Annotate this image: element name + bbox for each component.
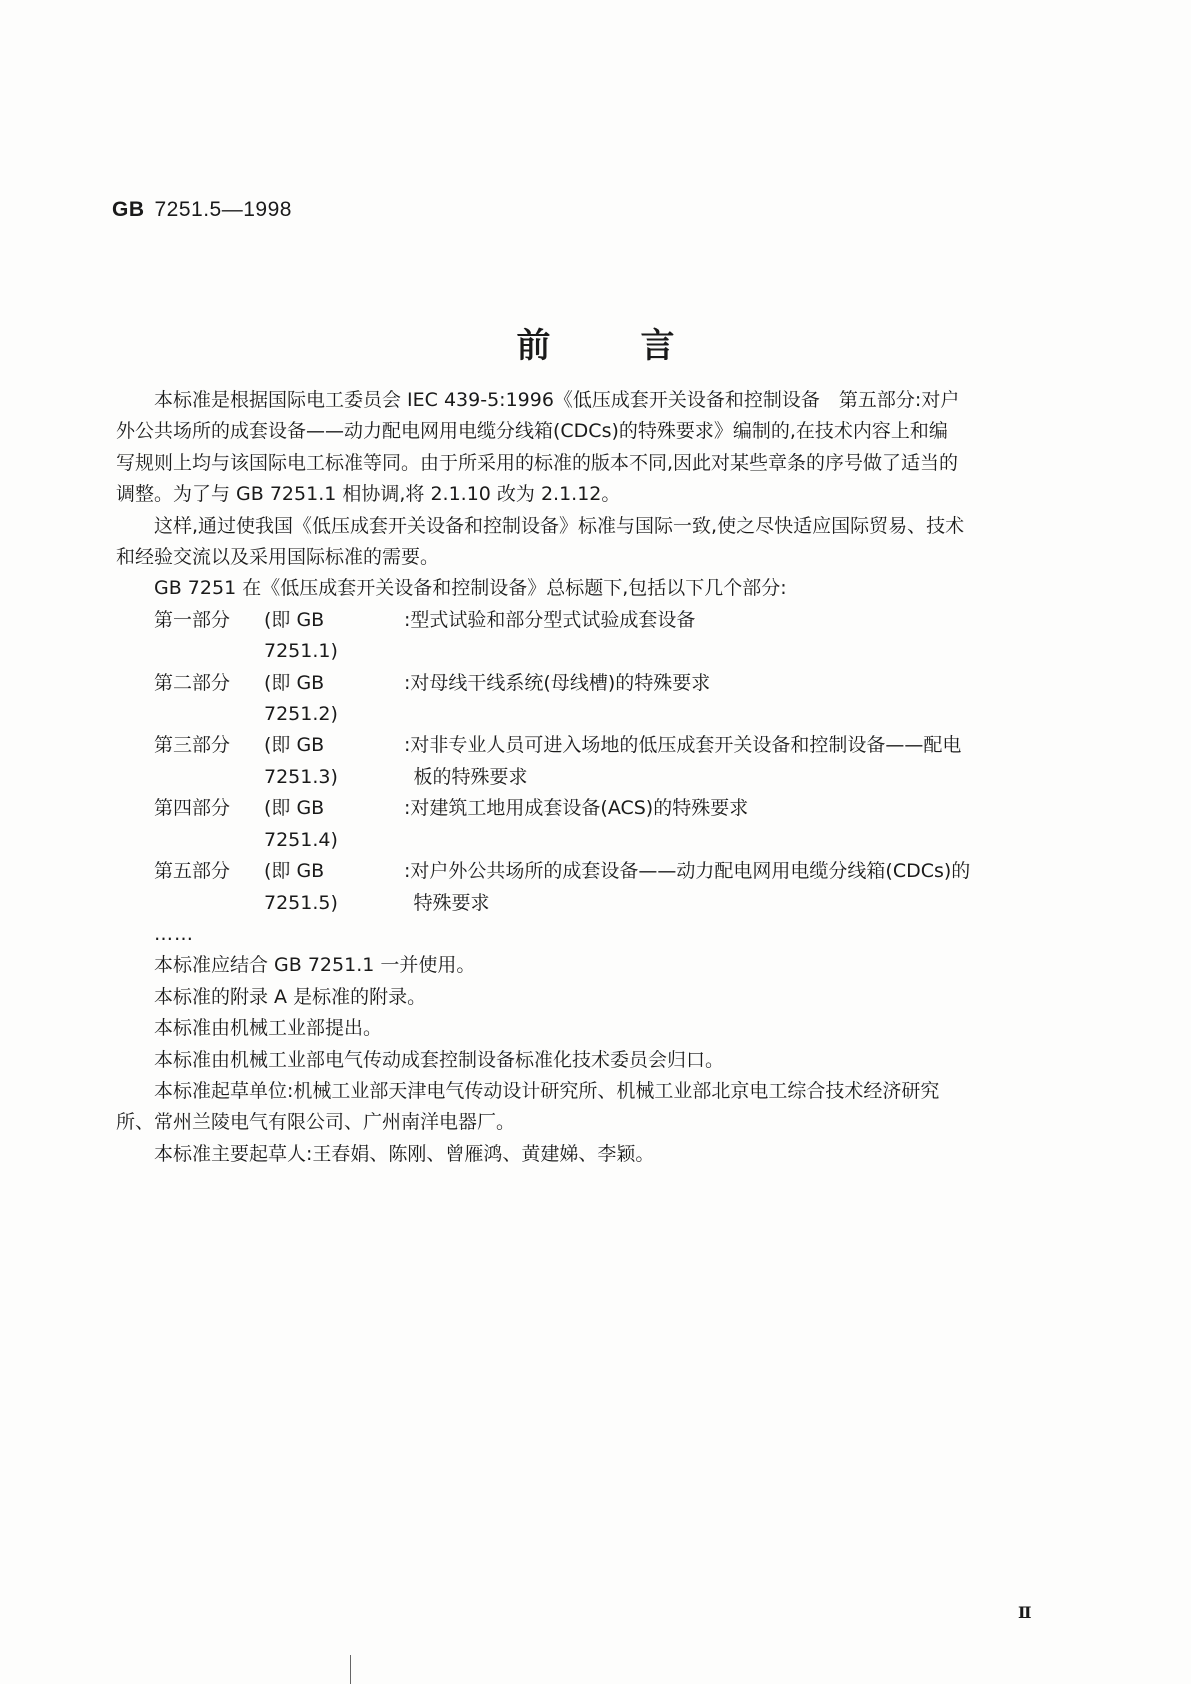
ellipsis: …… bbox=[154, 922, 194, 945]
page-number: Ⅱ bbox=[1018, 1603, 1032, 1622]
part-title-line: :型式试验和部分型式试验成套设备 bbox=[404, 608, 696, 631]
paragraph-line: 调整。为了与 GB 7251.1 相协调,将 2.1.10 改为 2.1.12。 bbox=[116, 483, 621, 506]
list-item bbox=[116, 605, 1061, 668]
paragraph-line: 和经验交流以及采用国际标准的需要。 bbox=[116, 546, 440, 569]
part-title-line: :对非专业人员可进入场地的低压成套开关设备和控制设备——配电 bbox=[404, 734, 962, 757]
note-line: 本标准起草单位:机械工业部天津电气传动设计研究所、机械工业部北京电工综合技术经济研究 bbox=[154, 1079, 940, 1102]
part-title bbox=[404, 793, 1061, 856]
part-reference: (即 GB 7251.2) bbox=[264, 671, 338, 726]
part-title bbox=[404, 605, 1061, 668]
paragraph-purpose bbox=[116, 511, 1061, 574]
standard-code: 7251.5—1998 bbox=[154, 198, 292, 221]
part-reference: (即 GB 7251.1) bbox=[264, 608, 338, 663]
part-title-line: 板的特殊要求 bbox=[413, 765, 528, 788]
note-line: 所、常州兰陵电气有限公司、广州南洋电器厂。 bbox=[116, 1111, 516, 1134]
part-number: 第五部分 bbox=[154, 860, 231, 883]
part-title-line: :对母线干线系统(母线槽)的特殊要求 bbox=[404, 671, 711, 694]
parts-intro: GB 7251 在《低压成套开关设备和控制设备》总标题下,包括以下几个部分: bbox=[154, 577, 787, 600]
scan-artifact bbox=[350, 1655, 351, 1684]
note-line: 本标准的附录 A 是标准的附录。 bbox=[154, 985, 427, 1008]
part-title bbox=[404, 730, 1061, 793]
standard-prefix: GB bbox=[112, 198, 145, 221]
note-line: 本标准由机械工业部电气传动成套控制设备标准化技术委员会归口。 bbox=[154, 1048, 725, 1071]
part-title bbox=[404, 856, 1061, 919]
part-number: 第四部分 bbox=[154, 797, 231, 820]
title-char-2: 言 bbox=[640, 326, 675, 366]
part-reference: (即 GB 7251.4) bbox=[264, 797, 338, 851]
paragraph-line: 这样,通过使我国《低压成套开关设备和控制设备》标准与国际一致,使之尽快适应国际贸易、技术 bbox=[154, 514, 965, 537]
list-item bbox=[116, 856, 1061, 919]
document-body bbox=[116, 385, 1061, 1170]
note-line: 本标准应结合 GB 7251.1 一并使用。 bbox=[154, 954, 476, 977]
part-title bbox=[404, 668, 1061, 731]
part-reference: (即 GB 7251.5) bbox=[264, 860, 338, 914]
list-item bbox=[116, 793, 1061, 856]
note-line: 本标准由机械工业部提出。 bbox=[154, 1017, 383, 1040]
part-title-line: :对建筑工地用成套设备(ACS)的特殊要求 bbox=[404, 797, 749, 820]
part-number: 第二部分 bbox=[154, 671, 231, 694]
part-reference: (即 GB 7251.3) bbox=[264, 734, 338, 788]
paragraph-line: 写规则上均与该国际电工标准等同。由于所采用的标准的版本不同,因此对某些章条的序号做了适当的 bbox=[116, 451, 959, 474]
page-title bbox=[0, 318, 1191, 367]
note-line: 本标准主要起草人:王春娟、陈刚、曾雁鸿、黄建娣、李颖。 bbox=[154, 1142, 655, 1165]
paragraph-line: 外公共场所的成套设备——动力配电网用电缆分线箱(CDCs)的特殊要求》编制的,在技术内容上和编 bbox=[116, 420, 948, 443]
list-item bbox=[116, 730, 1061, 793]
part-number: 第三部分 bbox=[154, 734, 231, 757]
parts-list bbox=[116, 605, 1061, 919]
paragraph-line: 本标准是根据国际电工委员会 IEC 439-5:1996《低压成套开关设备和控制设备 第五部分:对户 bbox=[154, 389, 960, 411]
part-title-line: :对户外公共场所的成套设备——动力配电网用电缆分线箱(CDCs)的 bbox=[404, 860, 971, 883]
notes bbox=[116, 950, 1061, 1170]
paragraph-basis bbox=[116, 385, 1061, 511]
standard-number bbox=[112, 198, 292, 222]
title-char-1: 前 bbox=[516, 326, 551, 366]
list-item bbox=[116, 668, 1061, 731]
part-title-line: 特殊要求 bbox=[413, 891, 490, 914]
part-number: 第一部分 bbox=[154, 608, 231, 631]
